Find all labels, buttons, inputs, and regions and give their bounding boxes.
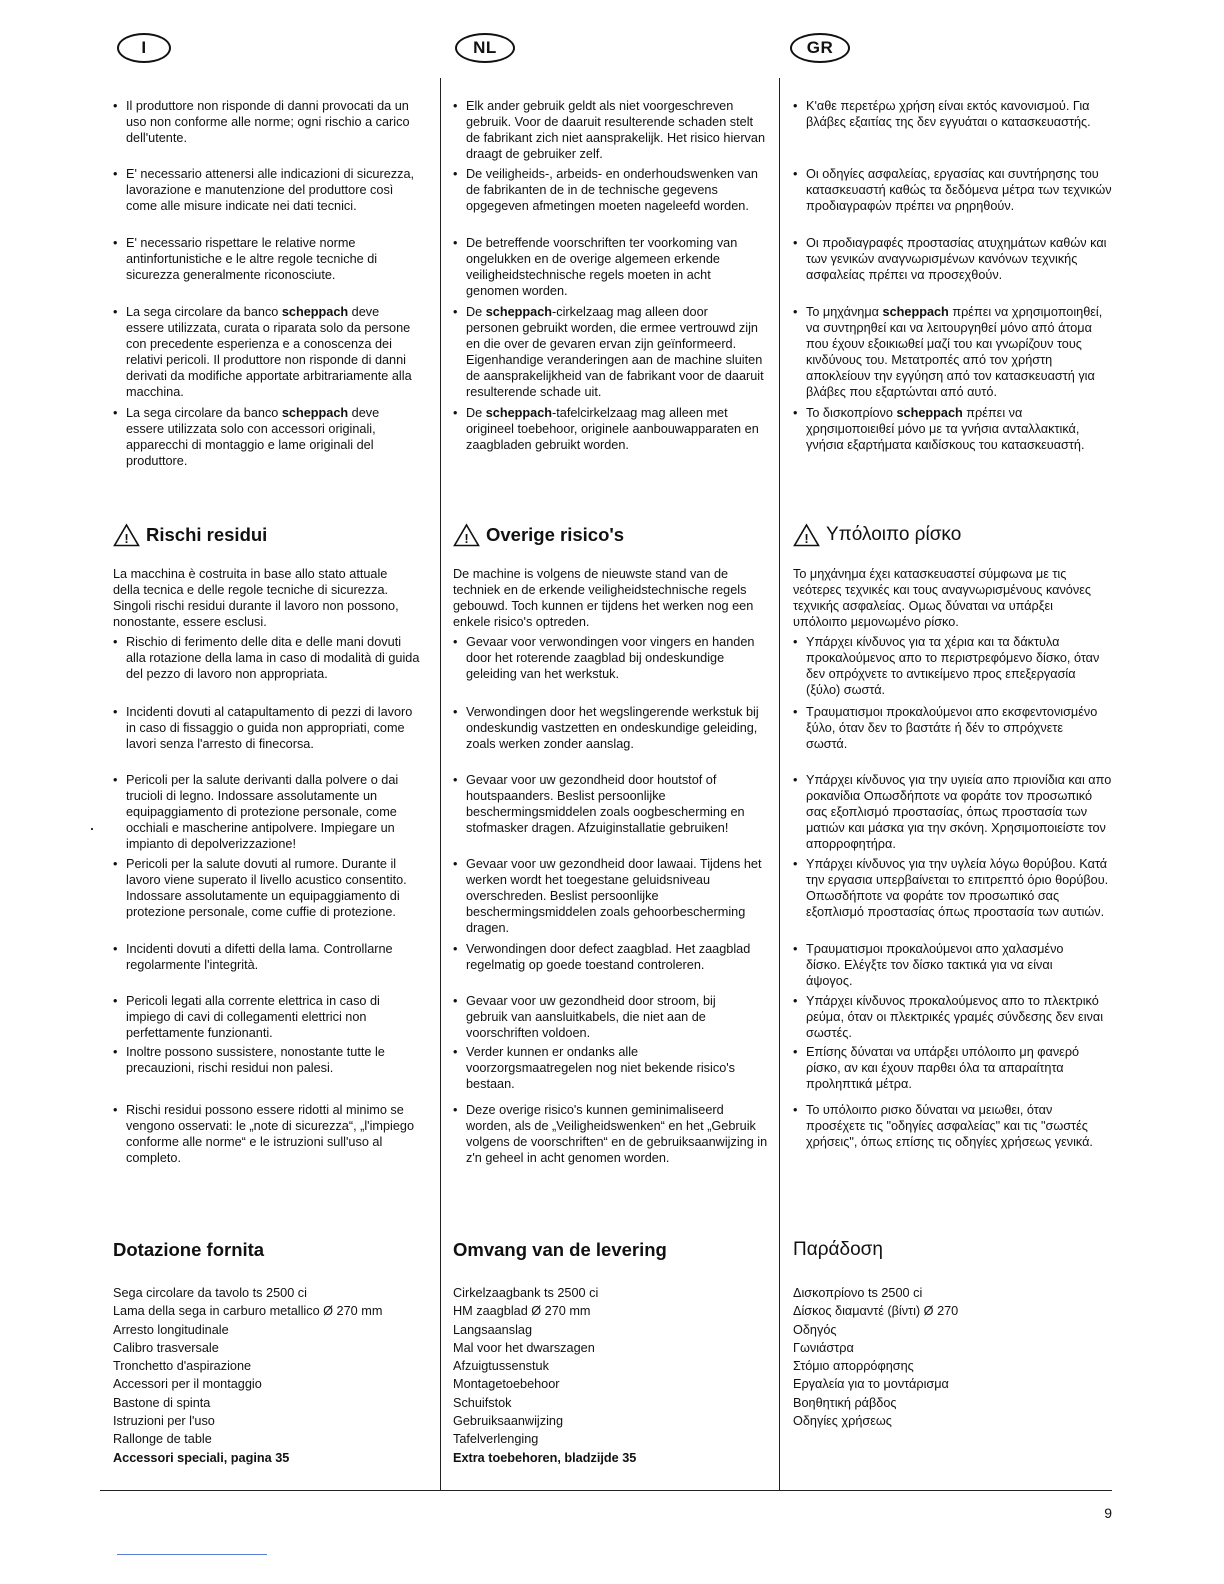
supplied-item: Accessori per il montaggio [113,1377,262,1392]
item-text: πρέπει να χρησιμοποιηθεί, να συντηρηθεί και να λειτουργηθεί μόνο από άτομα που έχουν εξοικιωθεί μαζί του και γνωρίζουν τους κινδύνους του. Μετατροπές από τον χρήστη αποκλείουν την εγγύηση από τον κατασκευαστή για βλάβες που εξαρτώνται από αυτό. [806,305,1103,399]
section-heading-supplied-gr [793,1239,883,1260]
supplied-list-gr [793,1285,1111,1431]
section-title: Overige risico's [486,524,625,545]
item-text: Το δισκοπρίονο [806,406,897,420]
list-item: • E' necessario attenersi alle indicazioni di sicurezza, lavorazione e manutenzione del produttore così come alle misure indicate nei dati tecnici. [113,166,426,214]
brand-name: scheppach [281,305,349,319]
supplied-item: Δισκοπρίονο ts 2500 ci [793,1286,923,1300]
item-text: De [466,305,486,319]
warning-icon [453,523,480,547]
stray-mark [91,828,93,830]
list-item: • Incidenti dovuti a difetti della lama. Controllarne regolarmente l'integrità. [113,941,418,973]
supplied-item: Βοηθητική ράβδος [793,1395,897,1410]
section-title: Υπόλοιπο ρίσκο [826,524,962,545]
language-badge-gr: GR [790,33,850,63]
list-item: • De betreffende voorschriften ter voorkoming van ongelukken en de overige algemeen erkende veiligheidstechnische regels moeten in acht genomen worden. [453,235,766,299]
brand-name: scheppach [485,305,553,319]
supplied-list-it [113,1285,431,1468]
list-item [453,405,764,453]
special-accessories-note: Extra toebehoren, bladzijde 35 [453,1450,637,1465]
language-badge-it: I [117,33,171,63]
special-accessories-note: Accessori speciali, pagina 35 [113,1450,290,1465]
brand-name: scheppach [896,406,963,420]
supplied-item: Γωνιάστρα [793,1340,854,1355]
list-item: • Verwondingen door het wegslingerende werkstuk bij ondeskundig vastzetten en ondeskundige geleiding, zoals werken zonder aanslag. [453,704,762,752]
supplied-item: Calibro trasversale [113,1340,219,1355]
supplied-item: Afzuigtussenstuk [453,1359,549,1374]
list-item: • Τραυματισμοι προκαλούμενοι απο χαλασμένο δίσκο. Ελέγξτε τον δίσκο τακτικά για να είναι άψογος. [793,941,1098,989]
list-item [113,405,418,469]
section-heading-residual-risks-gr [793,523,961,547]
section-title: Rischi residui [146,524,268,545]
brand-name: scheppach [281,406,349,420]
list-item: • Gevaar voor verwondingen voor vingers en handen door het roterende zaagblad bij ondeskundige geleiding van het werkstuk. [453,634,772,682]
list-item: • Pericoli legati alla corrente elettrica in caso di impiego di cavi di collegamenti elettrici non perfettamente funzionanti. [113,993,416,1041]
supplied-item: Langsaanslag [453,1322,533,1337]
risk-intro-it: La macchina è costruita in base allo stato attuale della tecnica e delle regole tecniche di sicurezza. Singoli rischi residui durante il lavoro non possono, nonostante, essere esclusi. [113,567,399,629]
supplied-item: Lama della sega in carburo metallico Ø 270 mm [113,1304,383,1319]
supplied-item: Οδηγίες χρήσεως [793,1414,892,1429]
section-title: Dotazione fornita [113,1239,265,1260]
footer-rule [100,1490,1112,1491]
section-heading-supplied-it [113,1239,265,1260]
list-item [793,405,1112,453]
section-title: Παράδοση [793,1239,883,1260]
list-item: • Elk ander gebruik geldt als niet voorgeschreven gebruik. Voor de daaruit resulterende schaden stelt de fabrikant zich niet aansprakelijk. Het risico hiervan draagt de gebruiker zelf. [453,98,766,162]
supplied-item: Mal voor het dwarszagen [453,1340,595,1355]
list-item [453,304,764,400]
list-item: • Τραυματισμοι προκαλούμενοι απο εκσφεντονισμένο ξύλο, όταν δεν το βαστάτε ή δέν το σπρόχνετε σωστά. [793,704,1102,752]
column-divider-1 [440,78,441,1490]
column-nl [453,95,771,1485]
supplied-item: Στόμιο απορρόφησης [793,1359,914,1374]
warning-icon [113,523,140,547]
supplied-item: HM zaagblad Ø 270 mm [453,1304,591,1319]
supplied-list-nl [453,1285,771,1468]
risk-intro-nl: De machine is volgens de nieuwste stand van de techniek en de erkende veiligheidstechnische regels gebouwd. Toch kunnen er tijdens het werken nog een enkele risico's optreden. [453,567,754,629]
column-gr [793,95,1111,1485]
list-item: • Υπάρχει κίνδυνος για την υγιεία απο πριονίδια και απο ροκανίδια Οπωσδήποτε να φοράτε τον προσωπικό σας εξοπλισμό προστασίας, όπως προστασία των ματιών και μάσκα για την σκόνη. Χρησιμοποιείστε τον απορροφητήρα. [793,772,1112,852]
supplied-item: Cirkelzaagbank ts 2500 ci [453,1286,599,1300]
list-item: • Incidenti dovuti al catapultamento di pezzi di lavoro in caso di fissaggio o guida non appropriati, come lavori senza l'arresto di finecorsa. [113,704,422,752]
item-text: La sega circolare da banco [126,406,282,420]
list-item: • E' necessario rispettare le relative norme antinfortunistiche e le altre regole tecniche di sicurezza generalmente riconosciute. [113,235,424,283]
list-item: • Deze overige risico's kunnen geminimaliseerd worden, als de „Veiligheidswenken“ en het „Gebruik volgens de voorschriften“ en de gebruiksaanwijzing in z'n geheel in acht genomen worden. [453,1102,772,1166]
list-item: • Κ'αθε περετέρω χρήση είναι εκτός κανονισμού. Για βλάβες εξαιτίας της δεν εγγυάται ο κατασκευαστής. [793,98,1106,130]
section-heading-residual-risks-nl [453,523,624,547]
supplied-item: Εργαλεία για το μοντάρισμα [793,1377,949,1392]
supplied-item: Gebruiksaanwijzing [453,1414,564,1429]
supplied-item: Montagetoebehoor [453,1377,560,1392]
svg-text:!: ! [804,531,809,546]
item-text: Το μηχάνημα [806,305,883,319]
supplied-item: Tronchetto d'aspirazione [113,1359,252,1374]
item-text: De [466,406,486,420]
column-it [113,95,431,1485]
list-item: • Υπάρχει κίνδυνος για τα χέρια και τα δάκτυλα προκαλούμενος απο το περιστρεφόμενο δίσκο, όταν δεν οπρόχνετε το αντικείμενο προς επεξεργασία (ξύλο) σωστά. [793,634,1106,698]
list-item: • Υπάρχει κίνδυνος προκαλούμενος απο το πλεκτρικό ρεύμα, όταν οι πλεκτρικές γραμές σύνδεσης δεν ειναι σωστές. [793,993,1106,1041]
item-text: deve essere utilizzata solo con accessori originali, apparecchi di montaggio e lame originali del produttore. [126,406,380,468]
list-item: • Il produttore non risponde di danni provocati da un uso non conforme alle norme; ogni rischio a carico dell'utente. [113,98,418,146]
supplied-item: Sega circolare da tavolo ts 2500 ci [113,1286,307,1300]
language-badge-nl: NL [455,33,515,63]
list-item [793,304,1112,400]
item-text: -cirkelzaag mag alleen door personen gebruikt worden, die ermee vertrouwd zijn en die over de gevaren ervan zijn geïnformeerd. Eigenhandige veranderingen aan de machine sluiten de aansprakelijkheid van de fabrikant voor de daaruit resulterende schade uit. [466,305,764,399]
item-text: -tafelcirkelzaag mag alleen met origineel toebehoor, originele aanbouwapparaten en zaagbladen gebruikt worden. [466,406,759,452]
supplied-item: Δίσκος διαμαντέ (βίντι) Ø 270 [793,1304,959,1319]
section-heading-supplied-nl [453,1239,667,1260]
list-item: • Οι προδιαγραφές προστασίας ατυχημάτων καθών και των γενικών αναγνωρισμένων κανόνων τεχνικής ασφαλείας πρέπει να προσεχθούν. [793,235,1112,283]
item-text: deve essere utilizzata, curata o riparata solo da persone con precedente esperienza e a conoscenza dei relativi pericoli. Il produttore non risponde di danni derivati da modifiche apportate arbitrariamente alla macchina. [126,305,412,399]
supplied-item: Bastone di spinta [113,1395,211,1410]
svg-text:!: ! [124,531,129,546]
item-text: πρέπει να χρησιμοποιειθεί μόνο με τα γνήσια ανταλλακτικά, γνήσια εξαρτήματα καιδίσκους του κατασκευαστή. [806,406,1085,452]
list-item: • Οι οδηγίες ασφαλείας, εργασίας και συντήρησης του κατασκευαστή καθώς τα δεδόμενα μέτρα των τεχνικών προδιαγραφών πρέπει να ρηρηθούν. [793,166,1112,214]
column-divider-2 [779,78,780,1490]
risk-intro-gr: Το μηχάνημα έχει κατασκευαστεί σύμφωνα με τις νεότερες τεχνικές και τους αναγνωρισμένους κανόνες τεχνικής ασφαλείας. Ομως δύναται να υπάρξει υπόλοιπο μεμονωμένο ρίσκο. [793,567,1091,629]
brand-name: scheppach [485,406,553,420]
supplied-item: Istruzioni per l'uso [113,1414,215,1429]
list-item: • Επίσης δύναται να υπάρξει υπόλοιπο μη φανερό ρίσκο, αν και έχουν παρθει όλα τα απαραίτητα προληπτικά μέτρα. [793,1044,1112,1092]
list-item: • Pericoli per la salute dovuti al rumore. Durante il lavoro viene superato il livello acustico consentito. Indossare assolutamente un equipaggiamento di protezione personale, come cuffie di protezione. [113,856,422,920]
list-item: • Verder kunnen er ondanks alle voorzorgsmaatregelen nog niet bekende risico's bestaan. [453,1044,762,1092]
list-item: • Το υπόλοιπο ρισκο δύναται να μειωθει, όταν προσέχετε τις "οδηγίες ασφαλείας" και τις "σωστές χρήσεις", όπως επίσης τις οδηγίες χρήσεως γενικά. [793,1102,1102,1150]
svg-text:!: ! [464,531,469,546]
list-item: • Gevaar voor uw gezondheid door houtstof of houtspaanders. Beslist persoonlijke beschermingsmiddelen zoals oogbescherming en stofmasker dragen. Afzuiginstallatie gebruiken! [453,772,762,836]
page-number: 9 [1104,1505,1112,1521]
supplied-item: Tafelverlenging [453,1432,539,1447]
list-item: • De veiligheids-, arbeids- en onderhoudswenken van de fabrikanten de in de technische gegevens opgegeven afmetingen moeten nageleefd worden. [453,166,772,214]
supplied-item: Οδηγός [793,1322,837,1337]
list-item: • Rischi residui possono essere ridotti al minimo se vengono osservati: le „note di sicurezza“, „l'impiego conforme alle norme“ e le istruzioni sull'uso al completo. [113,1102,422,1166]
list-item: • Pericoli per la salute derivanti dalla polvere o dai trucioli di legno. Indossare assolutamente un equipaggiamento di protezione personale, come occhiali e mascherine antipolvere. Impiegare un impianto di depolverizzazione! [113,772,418,852]
list-item: • Verwondingen door defect zaagblad. Het zaagblad regelmatig op goede toestand controleren. [453,941,764,973]
list-item: • Gevaar voor uw gezondheid door stroom, bij gebruik van aansluitkabels, die niet aan de voorschriften voldoen. [453,993,756,1041]
link-underline [117,1554,267,1555]
section-heading-residual-risks-it [113,523,267,547]
list-item: • Inoltre possono sussistere, nonostante tutte le precauzioni, rischi residui non palesi. [113,1044,418,1076]
supplied-item: Arresto longitudinale [113,1322,229,1337]
list-item: • Rischio di ferimento delle dita e delle mani dovuti alla rotazione della lama in caso di modalità di guida del pezzo di lavoro non appropriata. [113,634,422,682]
list-item: • Υπάρχει κίνδυνος για την υγλεία λόγω θορύβου. Κατά την εργασια υπερβαίνεται το επιτρεπτό όριο θορύβου. Οπωσδήποτε να φοράτε τον προσωπικό σας εξοπλισμό προστασίας όπως προστασία των αυτιών. [793,856,1112,920]
section-title: Omvang van de levering [453,1239,667,1260]
item-text: La sega circolare da banco [126,305,282,319]
list-item: • Gevaar voor uw gezondheid door lawaai. Tijdens het werken wordt het toegestane geluidsniveau overschreden. Beslist persoonlijke beschermingsmiddelen zoals gehoorbescherming dragen. [453,856,766,936]
supplied-item: Rallonge de table [113,1432,212,1447]
list-item [113,304,418,400]
warning-icon [793,523,820,547]
supplied-item: Schuifstok [453,1395,512,1410]
brand-name: scheppach [882,305,949,319]
